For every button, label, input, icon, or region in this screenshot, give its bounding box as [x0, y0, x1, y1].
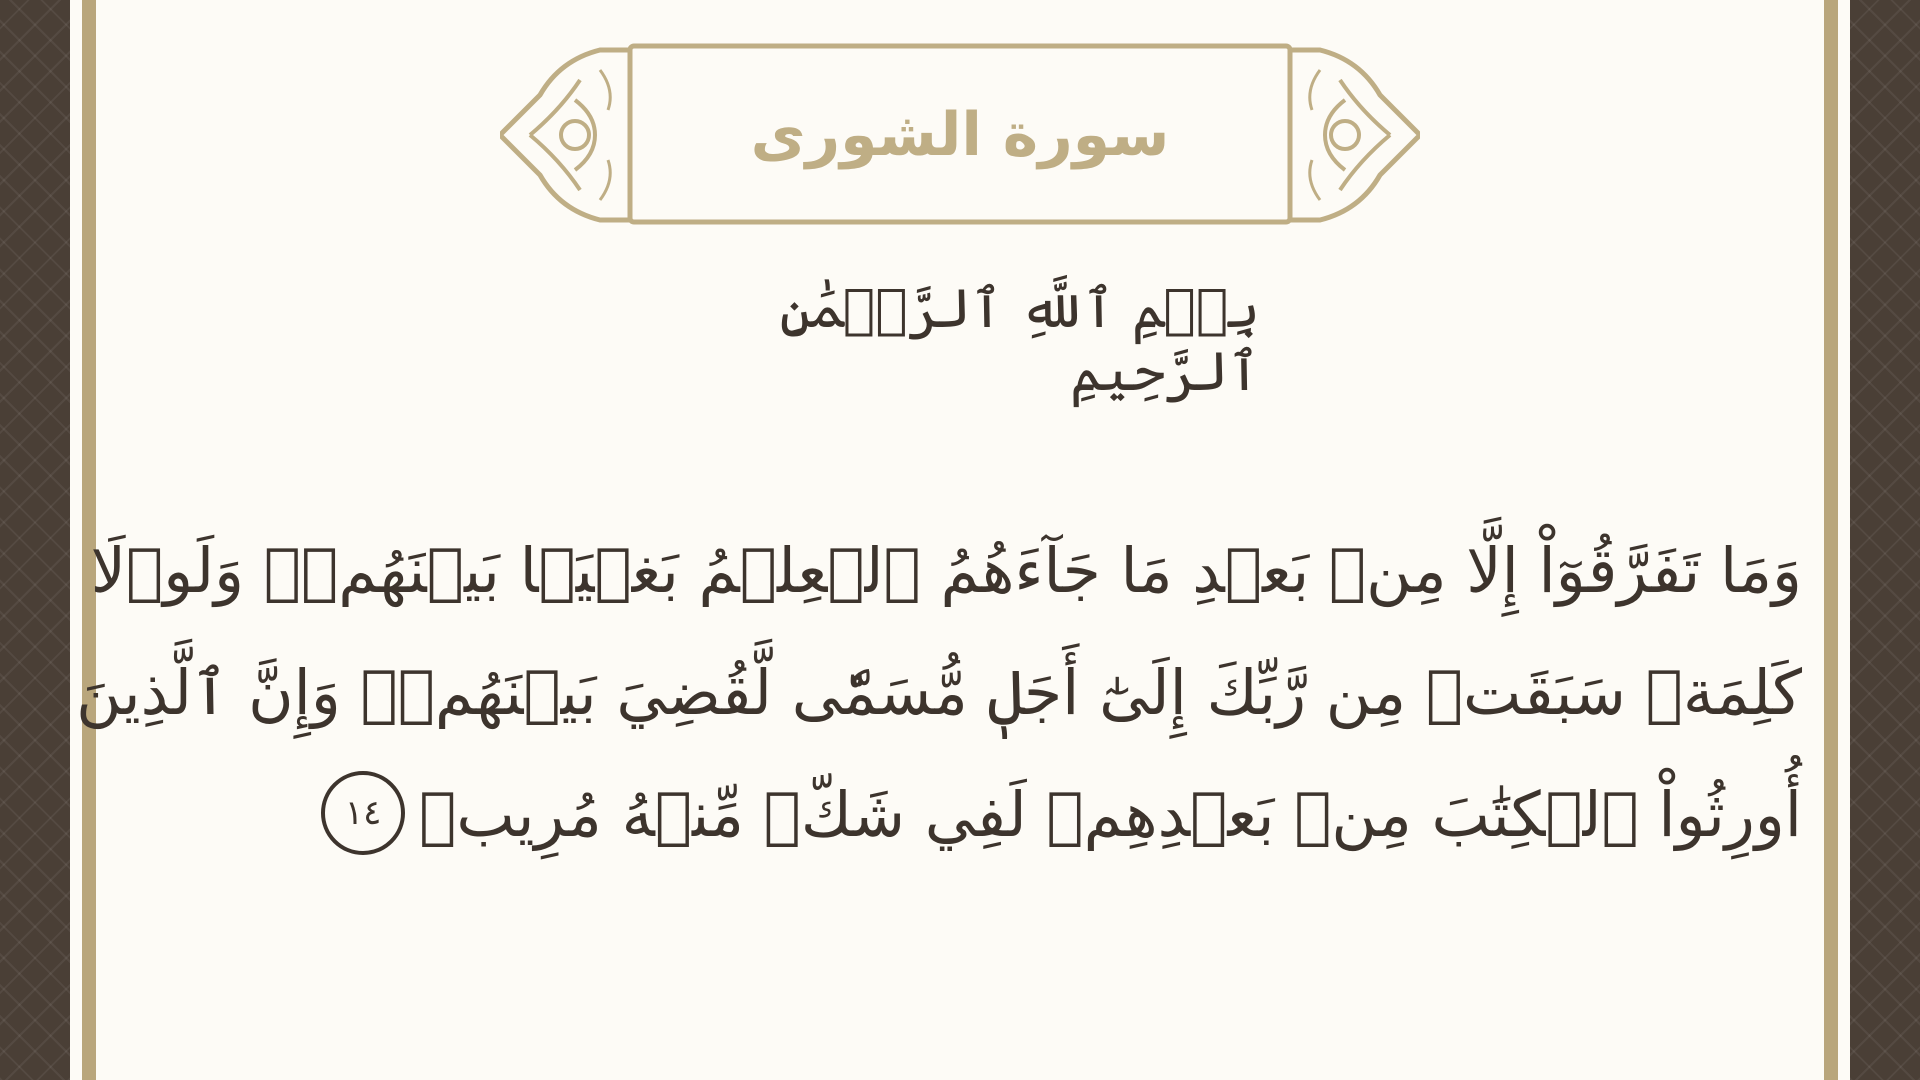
- surah-title: سورة الشورى: [750, 100, 1170, 170]
- left-border-gap: [70, 0, 82, 1080]
- ayah-number-marker: ١٤: [321, 771, 405, 855]
- verse-line-3-text: أُورِثُواْ ٱلۡكِتَٰبَ مِنۢ بَعۡدِهِمۡ لَفِي شَكّٖ مِّنۡهُ مُرِيبٖ: [419, 778, 1802, 851]
- left-decorative-border: [0, 0, 70, 1080]
- right-border-gap: [1838, 0, 1850, 1080]
- verse-line-3: [242, 754, 1802, 876]
- right-decorative-border: [1850, 0, 1920, 1080]
- surah-header-cartouche: [500, 40, 1420, 230]
- verse-text: [76, 510, 1802, 876]
- right-gold-strip: [1824, 0, 1838, 1080]
- verse-line-1: وَمَا تَفَرَّقُوٓاْ إِلَّا مِنۢ بَعۡدِ مَا جَآءَهُمُ ٱلۡعِلۡمُ بَغۡيَۢا بَيۡنَهُمۡۚ وَلَوۡلَا: [90, 534, 1802, 607]
- verse-line-2: كَلِمَةٞ سَبَقَتۡ مِن رَّبِّكَ إِلَىٰٓ أَجَلٖ مُّسَمّٗى لَّقُضِيَ بَيۡنَهُمۡۚ وَإِنَّ ٱلَّذِينَ: [76, 656, 1802, 729]
- basmala: بِسۡمِ ٱللَّهِ ٱلرَّحۡمَٰنِ ٱلرَّحِيمِ: [779, 277, 1260, 403]
